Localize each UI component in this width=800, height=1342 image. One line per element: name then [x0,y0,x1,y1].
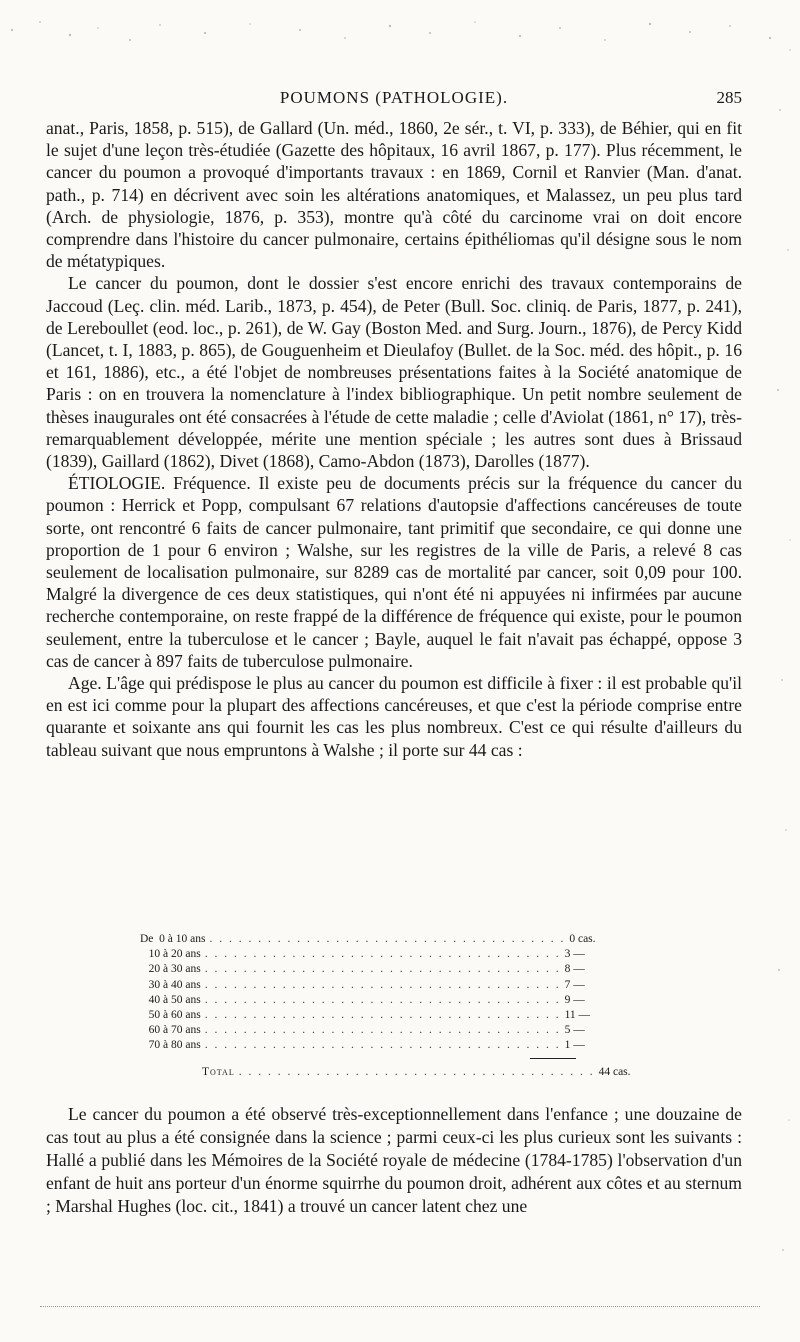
case-count: 0 cas. [569,933,596,945]
table-row [140,978,590,993]
body-text [46,117,742,761]
table-row [140,932,596,947]
leader-dots: . . . . . . . . . . . . . . . . . . . . . . . . . . . . . . . . . . . . . [209,933,566,945]
age-range-label: De 0 à 10 ans [140,933,206,945]
leader-dots: . . . . . . . . . . . . . . . . . . . . . . . . . . . . . . . . . . . . . [204,948,561,961]
case-count: 8 — [564,963,585,976]
closing-text [46,1103,742,1218]
paragraph: anat., Paris, 1858, p. 515), de Gallard (Un. méd., 1860, 2e sér., t. VI, p. 333), de Béhier, qui en fit le sujet d'une leçon très-étudiée (Gazette des hôpitaux, 16 avril 1867, p. 177). Plus récemment, le cancer du poumon a provoqué d'importants travaux : en 1869, Cornil et Ranvier (Man. d'anat. path., p. 714) en décrivent avec soin les altérations anatomiques, et Malassez, un peu plus tard (Arch. de physiologie, 1876, p. 353), montre qu'à côté du carcinome vrai on doit encore comprendre dans l'histoire du cancer pulmonaire, certains épithéliomas qu'il désigne sous le nom de métatypiques. [46,118,742,272]
scan-speckle-top [0,0,800,70]
leader-dots: . . . . . . . . . . . . . . . . . . . . . . . . . . . . . . . . . . . . . [204,993,561,1006]
case-count: 5 — [564,1024,585,1037]
age-range-label: 30 à 40 ans [140,978,201,991]
paragraph: Le cancer du poumon, dont le dossier s'est encore enrichi des travaux contemporains de Jaccoud (Leç. clin. méd. Larib., 1873, p. 454), de Peter (Bull. Soc. cliniq. de Paris, 1877, p. 241), de Lereboullet (eod. loc., p. 261), de W. Gay (Boston Med. and Surg. Journ., 1876), de Percy Kidd (Lancet, t. I, 1883, p. 865), de Gouguenheim et Dieulafoy (Bullet. de la Soc. méd. des hôpit., p. 16 et 161, 1886), etc., a été l'objet de nombreuses présentations faites à la Société anatomique de Paris : on en trouvera la nomenclature à l'index bibliographique. Un petit nombre seulement de thèses inaugurales ont été consacrées à l'étude de cette maladie ; celle d'Aviolat (1861, n° 17), très-remarquablement développée, mérite une mention spéciale ; les autres sont dues à Brissaud (1839), Gaillard (1862), Divet (1868), Camo-Abdon (1873), Darolles (1877). [46,273,742,472]
age-range-label: 60 à 70 ans [140,1024,201,1037]
leader-dots: . . . . . . . . . . . . . . . . . . . . . . . . . . . . . . . . . . . . . [204,978,561,991]
case-count: 1 — [564,1039,585,1052]
case-count: 9 — [564,993,585,1006]
age-range-label: 40 à 50 ans [140,993,201,1006]
table-row [140,1008,590,1023]
leader-dots: . . . . . . . . . . . . . . . . . . . . . . . . . . . . . . . . . . . . . [204,1009,561,1022]
table-total-row [140,1065,631,1080]
page-number: 285 [716,88,742,107]
total-rule [530,1058,576,1059]
age-range-label: 20 à 30 ans [140,963,201,976]
leader-dots: . . . . . . . . . . . . . . . . . . . . . . . . . . . . . . . . . . . . . [204,963,561,976]
paragraph: ÉTIOLOGIE. Fréquence. Il existe peu de documents précis sur la fréquence du cancer du poumon : Herrick et Popp, compulsant 67 relations d'autopsie d'affections cancéreuses de toute sorte, ont rencontré 6 faits de cancer pulmonaire, tant primitif que secondaire, ce qui donne une proportion de 1 pour 6 environ ; Walshe, sur les registres de la ville de Paris, a relevé 8 cas seulement de localisation pulmonaire, sur 8289 cas de mortalité par cancer, soit 0,09 pour 100. Malgré la divergence de ces deux statistiques, qui n'ont été ni appuyées ni infirmées par aucune recherche contemporaine, on reste frappé de la différence de fréquence qui existe, pour le poumon seulement, entre la tuberculose et le cancer ; Bayle, auquel le fait n'avait pas échappé, oppose 3 cas de cancer à 897 faits de tuberculose pulmonaire. [46,473,742,671]
paragraph: Age. L'âge qui prédispose le plus au cancer du poumon est difficile à fixer : il est probable qu'il en est ici comme pour la plupart des affections cancéreuses, et que c'est la période comprise entre quarante et soixante ans qui fournit les cas les plus nombreux. C'est ce qui résulte d'ailleurs du tableau suivant que nous empruntons à Walshe ; il porte sur 44 cas : [46,673,742,760]
total-label: Total [202,1065,235,1078]
total-value: 44 cas. [598,1065,631,1078]
table-row [140,962,590,977]
case-count: 11 — [564,1009,591,1022]
table-row [140,1038,590,1053]
scan-speckle-edge [760,70,800,1270]
age-range-label: 70 à 80 ans [140,1039,201,1052]
paragraph: Le cancer du poumon a été observé très-exceptionnellement dans l'enfance ; une douzaine de cas tout au plus a été consignée dans la science ; parmi ceux-ci les plus curieux sont les suivants : Hallé a publié dans les Mémoires de la Société royale de médecine (1784-1785) l'observation d'un enfant de huit ans porteur d'un énorme squirrhe du poumon droit, adhérent aux côtes et au sternum ; Marshal Hughes (loc. cit., 1841) a trouvé un cancer latent chez une [46,1104,742,1216]
running-title: POUMONS (PATHOLOGIE). [279,88,509,107]
case-count: 7 — [564,978,585,991]
age-range-label: 10 à 20 ans [140,948,201,961]
table-row [140,1023,590,1038]
leader-dots: . . . . . . . . . . . . . . . . . . . . . . . . . . . . . . . . . . . . . [238,1065,595,1078]
case-count: 3 — [564,948,585,961]
page-header [46,88,742,114]
age-range-label: 50 à 60 ans [140,1009,201,1022]
age-table [140,932,631,1080]
leader-dots: . . . . . . . . . . . . . . . . . . . . . . . . . . . . . . . . . . . . . [204,1024,561,1037]
table-row [140,947,590,962]
table-row [140,993,590,1008]
page-bottom-edge [40,1306,760,1311]
leader-dots: . . . . . . . . . . . . . . . . . . . . . . . . . . . . . . . . . . . . . [204,1039,561,1052]
